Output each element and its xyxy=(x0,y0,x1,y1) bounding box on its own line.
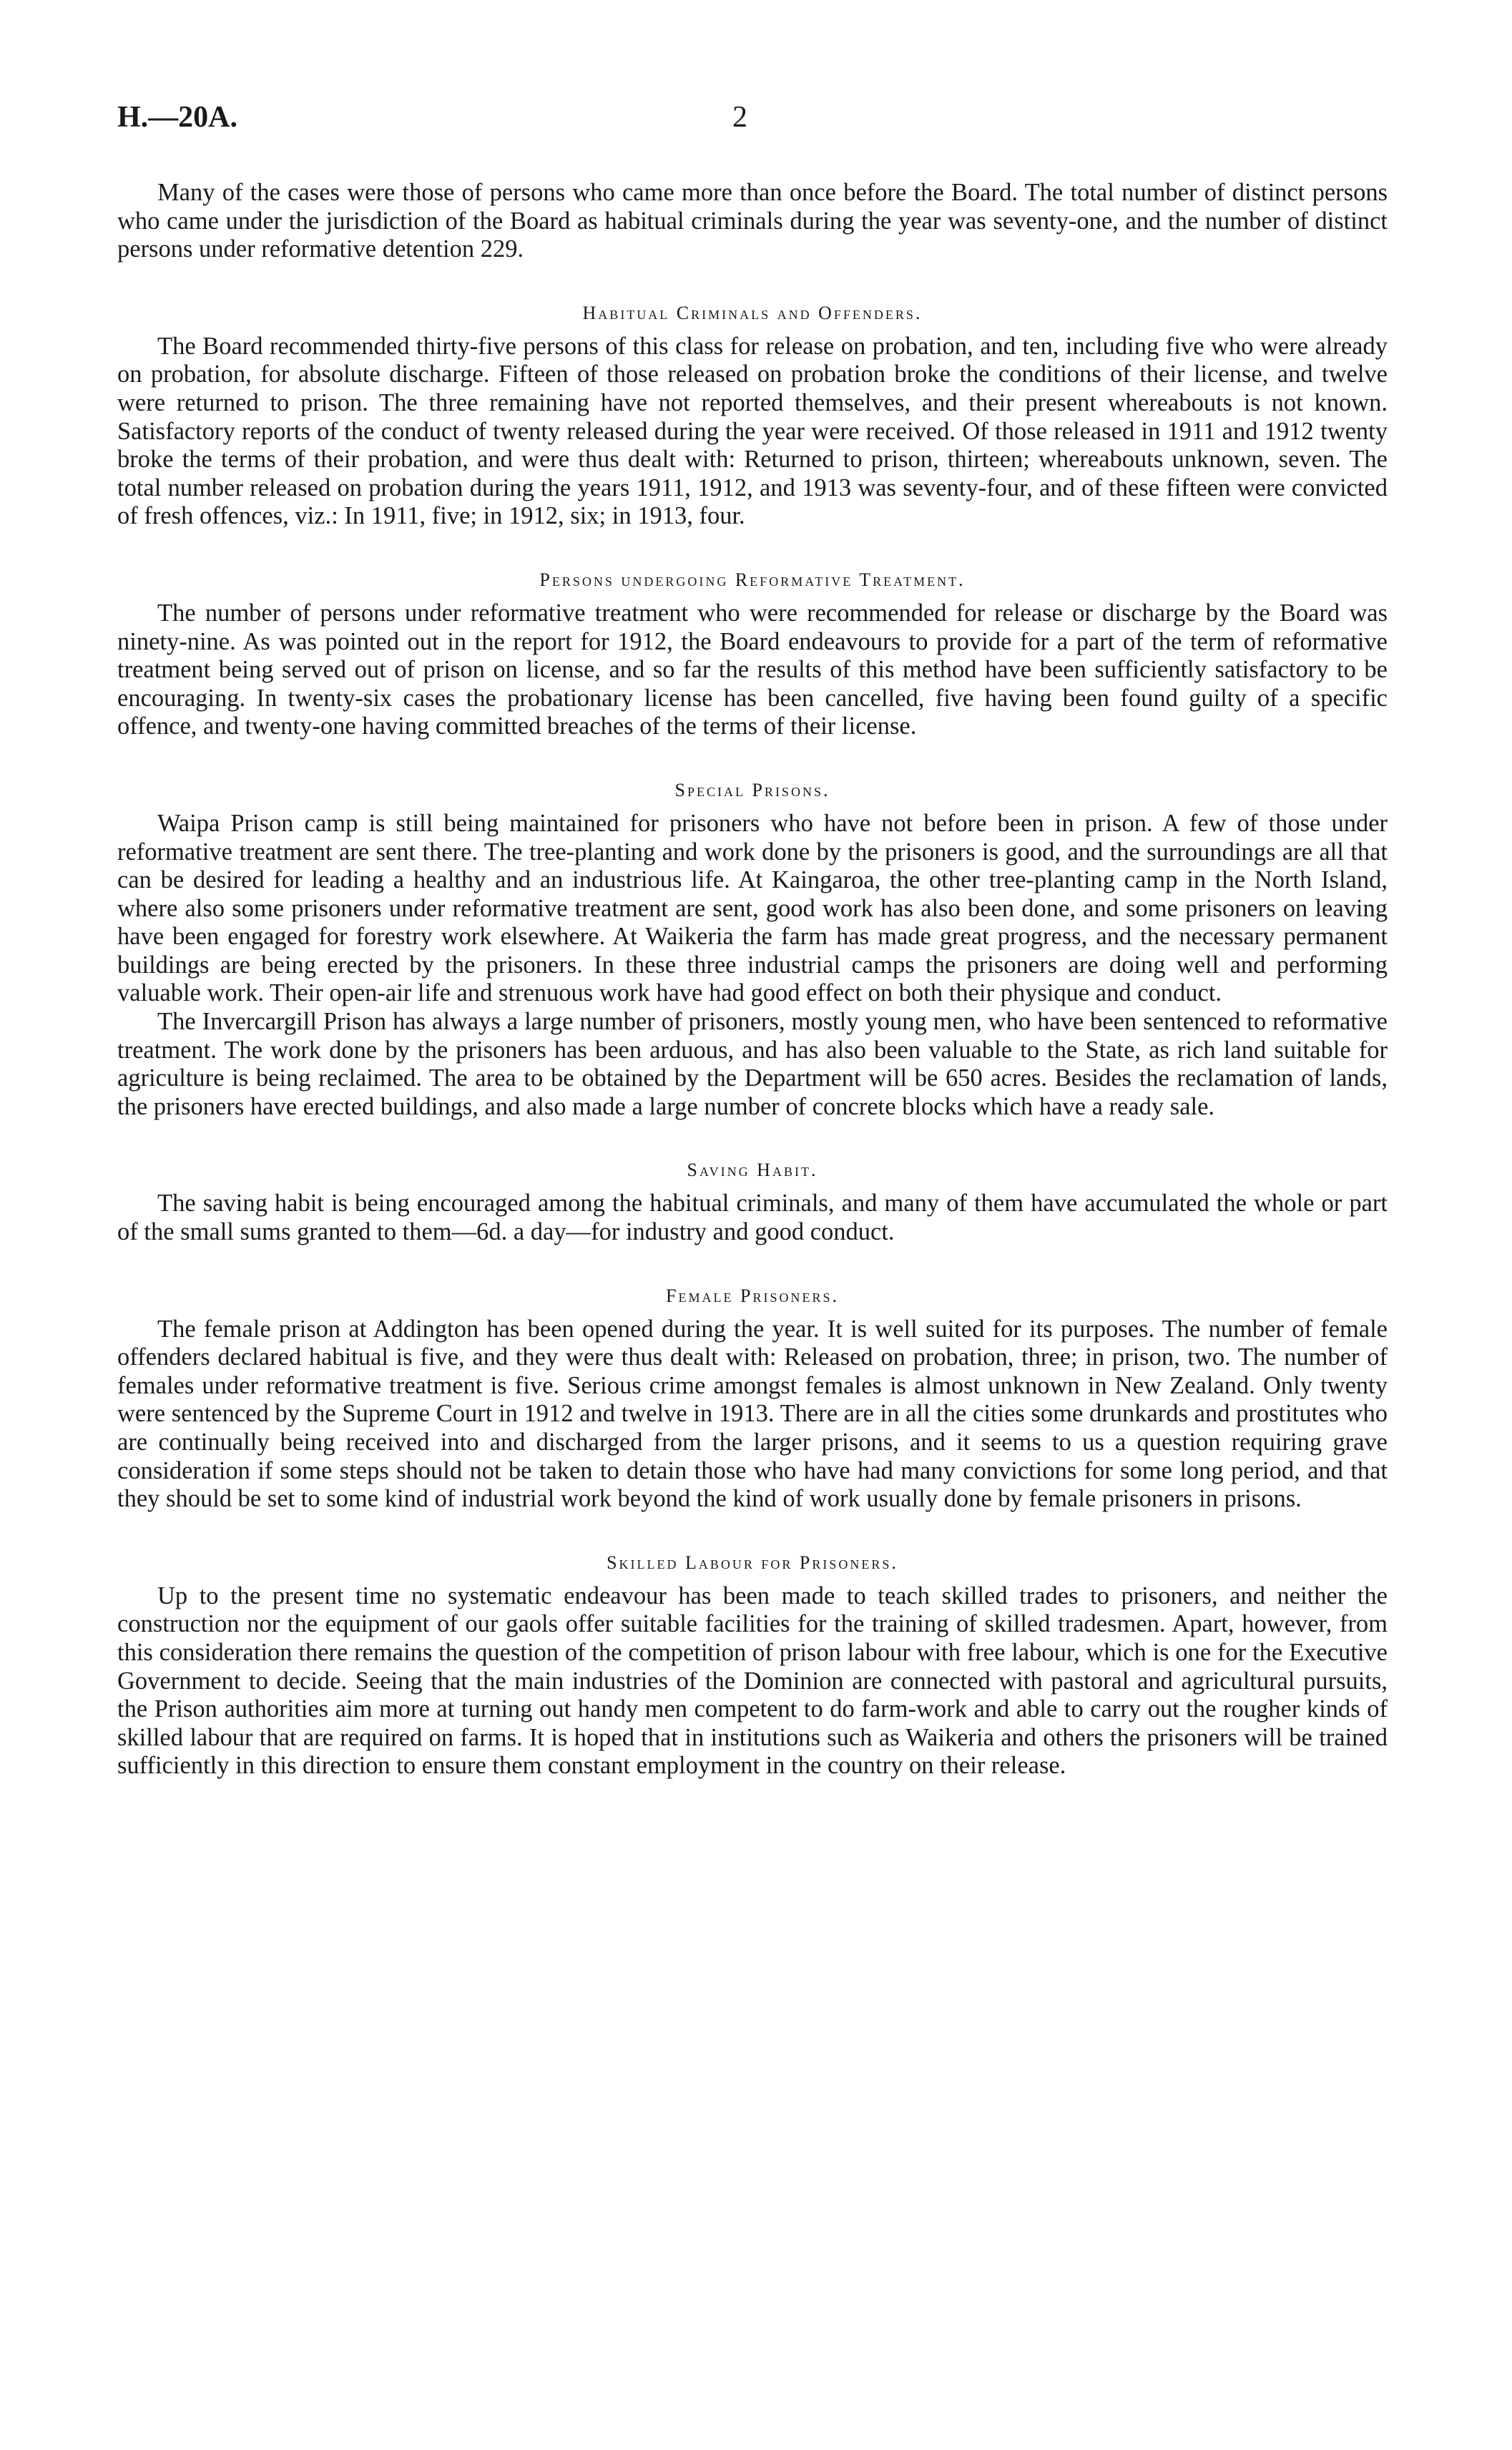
running-header xyxy=(117,100,1388,150)
section-paragraph: The saving habit is being encouraged among the habitual criminals, and many of them have accumulated the whole or part of the small sums granted to them—6d. a day—for industry and good conduct. xyxy=(117,1190,1388,1246)
section-special-prisons xyxy=(117,778,1388,1122)
section-paragraph: The number of persons under reformative treatment who were recommended for release or discharge by the Board was ninety-nine. As was pointed out in the report for 1912, the Board endeavours to provide for a part of the term of reformative treatment being served out of prison on license, and so far the results of this method have been sufficiently satisfactory to be encouraging. In twenty-six cases the probationary license has been cancelled, five having been found guilty of a specific offence, and twenty-one having committed breaches of the terms of their license. xyxy=(117,599,1388,740)
section-heading: Female Prisoners. xyxy=(666,1285,839,1306)
section-habitual-criminals xyxy=(117,301,1388,531)
section-heading: Special Prisons. xyxy=(674,779,830,800)
intro-paragraph: Many of the cases were those of persons who came more than once before the Board. The total number of distinct persons who came under the jurisdiction of the Board as habitual criminals during the year was seventy-one, and the number of distinct persons under reformative detention 229. xyxy=(117,179,1388,263)
section-paragraph: The Invercargill Prison has always a large number of prisoners, mostly young men, who have been sentenced to reformative treatment. The work done by the prisoners has been arduous, and has also been valuable to the State, as rich land suitable for agriculture is being reclaimed. The area to be obtained by the Department will be 650 acres. Besides the reclamation of lands, the prisoners have erected buildings, and also made a large number of concrete blocks which have a ready sale. xyxy=(117,1008,1388,1120)
section-paragraph: The Board recommended thirty-five persons of this class for release on probation, and ten, including five who were already on probation, for absolute discharge. Fifteen of those released on probation broke the conditions of their license, and twelve were returned to prison. The three remaining have not reported themselves, and their present whereabouts is not known. Satisfactory reports of the conduct of twenty released during the year were received. Of those released in 1911 and 1912 twenty broke the terms of their probation, and were thus dealt with: Returned to prison, thirteen; whereabouts unknown, seven. The total number released on probation during the years 1911, 1912, and 1913 was seventy-four, and of these fifteen were convicted of fresh offences, viz.: In 1911, five; in 1912, six; in 1913, four. xyxy=(117,332,1388,530)
section-heading: Skilled Labour for Prisoners. xyxy=(607,1552,898,1573)
section-paragraph: The female prison at Addington has been opened during the year. It is well suited for its purposes. The number of female offenders declared habitual is five, and they were thus dealt with: Released on probation, three; in prison, two. The number of females under reformative treatment is five. Serious crime amongst females is almost unknown in New Zealand. Only twenty were sentenced by the Supreme Court in 1912 and twelve in 1913. There are in all the cities some drunkards and prostitutes who are continually being received into and discharged from the larger prisons, and it seems to us a question requiring grave consideration if some steps should not be taken to detain those who have had many convictions for some long period, and that they should be set to some kind of industrial work beyond the kind of work usually done by female prisoners in prisons. xyxy=(117,1315,1388,1513)
section-reformative-treatment xyxy=(117,568,1388,741)
section-heading: Persons undergoing Reformative Treatment. xyxy=(539,569,966,590)
section-paragraph: Waipa Prison camp is still being maintained for prisoners who have not before been in prison. A few of those under reformative treatment are sent there. The tree-planting and work done by the prisoners is good, and the surroundings are all that can be desired for leading a healthy and an industrious life. At Kaingaroa, the other tree-planting camp in the North Island, where also some prisoners under reformative treatment are sent, good work has also been done, and some prisoners on leaving have been engaged for forestry work elsewhere. At Waikeria the farm has made great progress, and the necessary permanent buildings are being erected by the prisoners. In these three industrial camps the prisoners are doing well and performing valuable work. Their open-air life and strenuous work have had good effect on both their physique and conduct. xyxy=(117,809,1388,1007)
section-female-prisoners xyxy=(117,1284,1388,1514)
document-page xyxy=(117,100,1388,1780)
document-reference: H.—20A. xyxy=(117,101,237,134)
section-paragraph: Up to the present time no systematic endeavour has been made to teach skilled trades to prisoners, and neither the construction nor the equipment of our gaols offer suitable facilities for the training of skilled tradesmen. Apart, however, from this consideration there remains the question of the competition of prison labour with free labour, which is one for the Executive Government to decide. Seeing that the main industries of the Dominion are connected with pastoral and agricultural pursuits, the Prison authorities aim more at turning out handy men competent to do farm-work and able to carry out the rougher kinds of skilled labour that are required on farms. It is hoped that in institutions such as Waikeria and others the prisoners will be trained sufficiently in this direction to ensure them constant employment in the country on their release. xyxy=(117,1582,1388,1780)
page-number: 2 xyxy=(732,101,747,134)
section-heading: Saving Habit. xyxy=(687,1160,818,1181)
section-heading: Habitual Criminals and Offenders. xyxy=(582,302,923,323)
section-skilled-labour xyxy=(117,1551,1388,1780)
section-saving-habit xyxy=(117,1158,1388,1246)
